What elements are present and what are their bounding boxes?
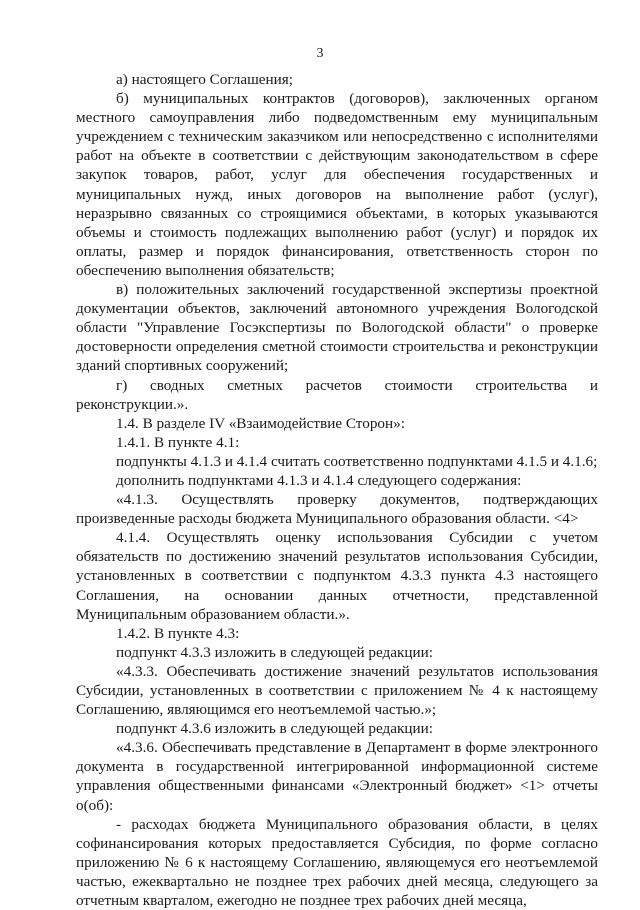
paragraph: подпункты 4.1.3 и 4.1.4 считать соответственно подпунктами 4.1.5 и 4.1.6; [116,452,598,470]
paragraph: подпункт 4.3.3 изложить в следующей редакции: [116,643,433,661]
paragraph: «4.3.6. Обеспечивать представление в Департамент в форме электронного документа в государственной интегрированной информационной системе управления общественными финансами «Электронный бюджет» <1> отчеты о(об): [76,739,598,814]
paragraph: 1.4.2. В пункте 4.3: [116,624,240,642]
paragraph: в) положительных заключений государственной экспертизы проектной документации объектов, заключений автономного учреждения Вологодской области "Управление Госэкспертизы по Вологодской области" о проверке достоверности определения сметной стоимости строительства и реконструкции зданий спортивных сооружений; [76,281,598,375]
paragraph: г) сводных сметных расчетов стоимости строительства и реконструкции.». [76,376,598,413]
paragraph: «4.3.3. Обеспечивать достижение значений результатов использования Субсидии, установленных в соответствии с приложением № 4 к настоящему Соглашению, являющимся его неотъемлемой частью.»; [76,662,598,719]
paragraph: «4.1.3. Осуществлять проверку документов, подтверждающих произведенные расходы бюджета Муниципального образования области. <4> [76,491,598,528]
page-number: 3 [316,46,324,61]
paragraph: 1.4. В разделе IV «Взаимодействие Сторон»: [116,414,405,432]
paragraph: подпункт 4.3.6 изложить в следующей редакции: [116,720,433,738]
paragraph: дополнить подпунктами 4.1.3 и 4.1.4 следующего содержания: [116,471,522,489]
paragraph: 4.1.4. Осуществлять оценку использования Субсидии с учетом обязательств по достижению значений результатов использования Субсидии, установленных в соответствии с подпунктом 4.3.3 пункта 4.3 настоящего Соглашения, на основании данных отчетности, представленной Муниципальным образованием области.». [76,529,598,623]
paragraph: б) муниципальных контрактов (договоров), заключенных органом местного самоуправления либо подведомственным ему муниципальным учреждением с техническим заказчиком или непосредственно с исполнителями работ на объекте в соответствии с действующим законодательством в сфере закупок товаров, работ, услуг для обеспечения государственных и муниципальных нужд, иных договоров на выполнение работ (услуг), неразрывно связанных со строящимися объектами, в которых указываются объемы и стоимость подлежащих выполнению работ (услуг) и порядок их оплаты, размер и порядок финансирования, ответственность сторон по обеспечению выполнения обязательств; [76,90,598,279]
document-body [76,70,598,910]
paragraph: 1.4.1. В пункте 4.1: [116,433,240,451]
paragraph: а) настоящего Соглашения; [116,71,294,88]
paragraph: - расходах бюджета Муниципального образования области, в целях софинансирования которых предоставляется Субсидия, по форме согласно приложению № 6 к настоящему Соглашению, являющемуся его неотъемлемой частью, ежеквартально не позднее трех рабочих дней месяца, следующего за отчетным кварталом, ежегодно не позднее трех рабочих дней месяца, [76,815,598,910]
